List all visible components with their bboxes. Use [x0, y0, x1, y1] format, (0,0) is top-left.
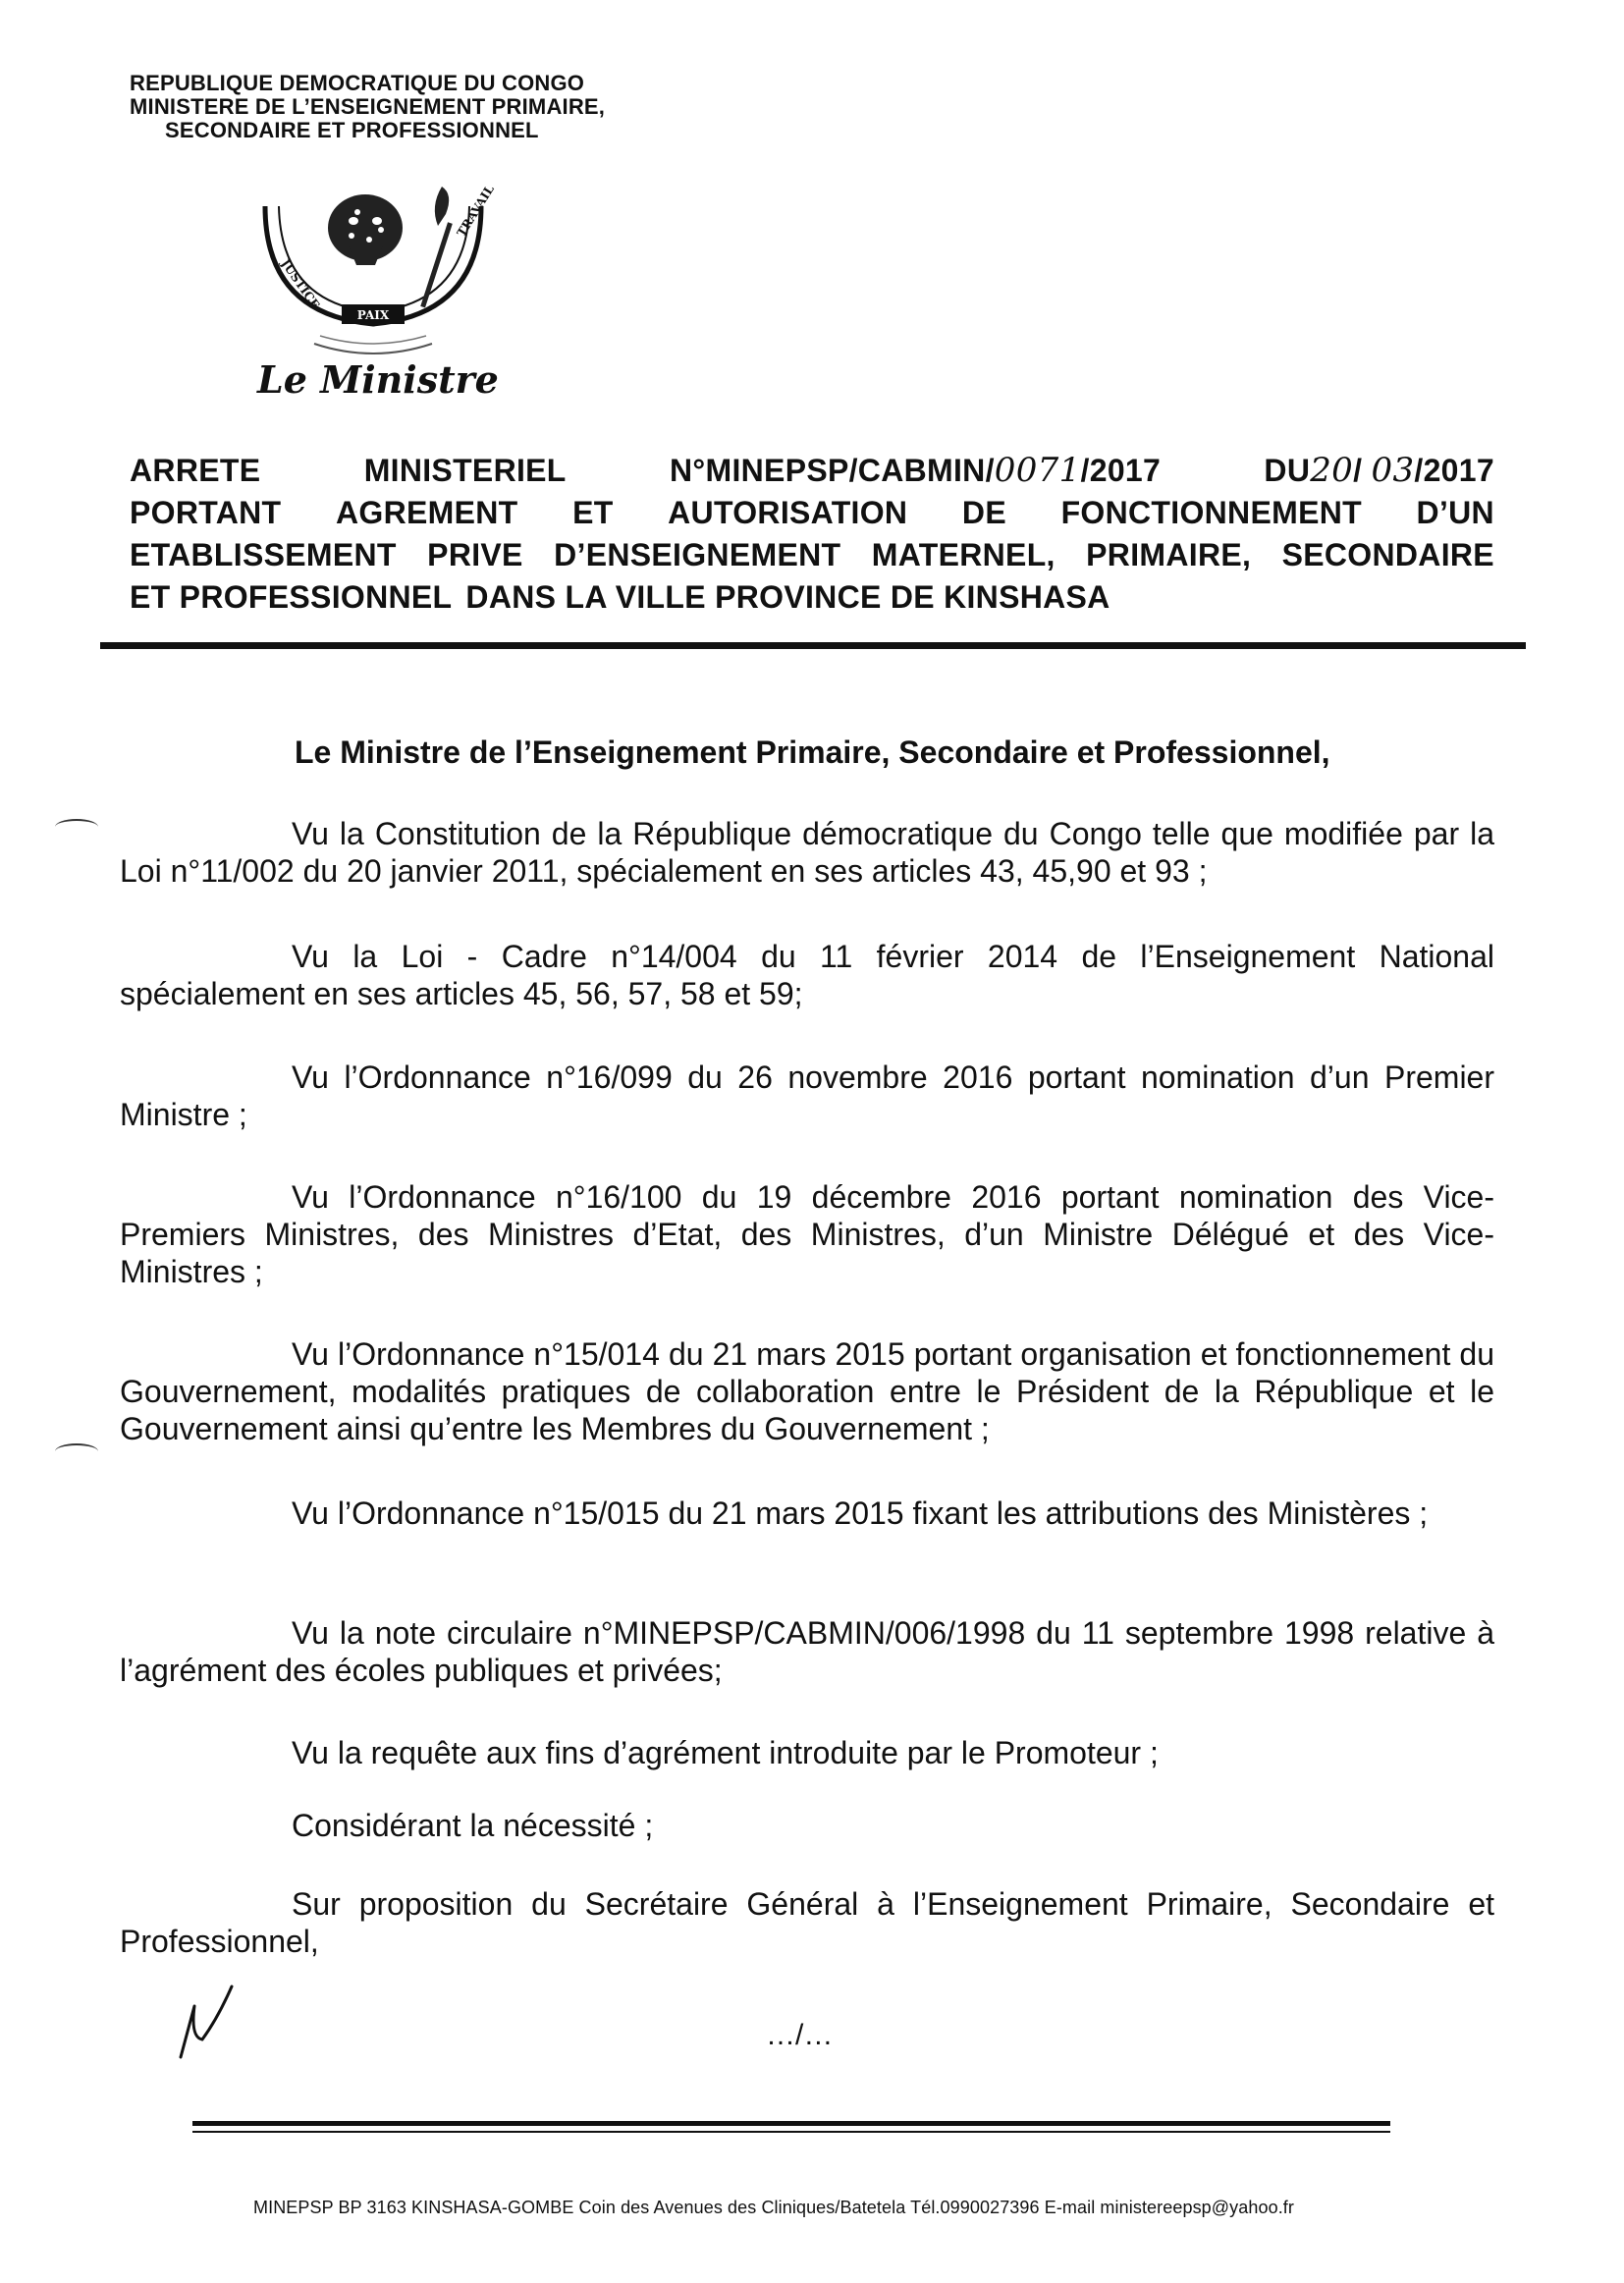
title-word: FONCTIONNEMENT	[1060, 495, 1362, 530]
margin-mark	[55, 819, 98, 835]
considerant-paragraph: Sur proposition du Secrétaire Général à l’Enseignement Primaire, Secondaire et Professionnel,	[120, 1886, 1494, 1959]
title-word: AUTORISATION	[668, 495, 908, 530]
title-word: PORTANT	[130, 495, 282, 530]
continued-marker: …/…	[766, 2019, 834, 2051]
title-word: ET PROFESSIONNEL	[130, 579, 453, 615]
title-word: ETABLISSEMENT	[130, 537, 397, 572]
considerant-paragraph: Vu la requête aux fins d’agrément introduite par le Promoteur ;	[292, 1735, 1159, 1770]
considerant-paragraph: Vu la Loi - Cadre n°14/004 du 11 février 2014 de l’Enseignement National spécialement en ses articles 45, 56, 57, 58 et 59;	[120, 939, 1494, 1011]
title-word: ARRETE	[130, 453, 261, 488]
intro-heading: Le Ministre de l’Enseignement Primaire, Secondaire et Professionnel,	[295, 734, 1330, 770]
handwritten-number: 0071	[994, 451, 1081, 490]
title-word: MINISTERIEL	[363, 453, 567, 488]
considerant-paragraph: Vu l’Ordonnance n°16/099 du 26 novembre 2016 portant nomination d’un Premier Ministre ;	[120, 1060, 1494, 1132]
considerant-paragraph: Vu l’Ordonnance n°15/014 du 21 mars 2015 portant organisation et fonctionnement du Gouvernement, modalités pratiques de collaboration entre le Président de la République et le Gouvernement ainsi qu’entre les Membres du Gouvernement ;	[120, 1336, 1494, 1446]
emblem-right-word: TRAVAIL	[454, 183, 497, 240]
emblem-center-word: PAIX	[356, 308, 390, 322]
title-word: AGREMENT	[335, 495, 518, 530]
considerant-paragraph: Vu l’Ordonnance n°16/100 du 19 décembre 2016 portant nomination des Vice-Premiers Ministres, des Ministres d’Etat, des Ministres, d’un Ministre Délégué et des Vice-Ministres ;	[120, 1179, 1494, 1289]
title-word: PRIMAIRE,	[1086, 537, 1252, 572]
title-row-4	[130, 576, 1494, 619]
title-word: D’ENSEIGNEMENT	[554, 537, 841, 572]
title-word: SECONDAIRE	[1281, 537, 1494, 572]
letterhead-line-3: SECONDAIRE ET PROFESSIONNEL	[165, 118, 539, 142]
letterhead-line-1: REPUBLIQUE DEMOCRATIQUE DU CONGO	[130, 71, 585, 95]
considerant-paragraph: Considérant la nécessité ;	[292, 1808, 654, 1843]
initials-signature-icon	[173, 1979, 251, 2067]
margin-mark	[55, 1443, 98, 1459]
letterhead	[130, 72, 605, 142]
letterhead-line-2: MINISTERE DE L’ENSEIGNEMENT PRIMAIRE,	[130, 94, 606, 119]
handwritten-month: 03	[1371, 451, 1415, 490]
footer-divider-top	[192, 2121, 1390, 2126]
title-word: MATERNEL,	[871, 537, 1056, 572]
title-word: ET	[572, 495, 614, 530]
title-row-2	[130, 492, 1494, 534]
footer-address: MINEPSP BP 3163 KINSHASA-GOMBE Coin des Avenues des Cliniques/Batetela Tél.0990027396 E-mail ministereepsp@yahoo.fr	[253, 2198, 1294, 2217]
title-word: D’UN	[1416, 495, 1494, 530]
considerant-paragraph: Vu l’Ordonnance n°15/015 du 21 mars 2015 fixant les attributions des Ministères ;	[292, 1495, 1429, 1531]
emblem-left-word: JUSTICE	[278, 256, 323, 312]
decree-title	[130, 450, 1494, 619]
decree-date: DU20/ 03/2017	[1264, 451, 1494, 490]
decree-number: N°MINEPSP/CABMIN/0071/2017	[669, 451, 1162, 490]
considerant-paragraph: Vu la note circulaire n°MINEPSP/CABMIN/006/1998 du 11 septembre 1998 relative à l’agrément des écoles publiques et privées;	[120, 1615, 1494, 1688]
coat-of-arms-icon	[245, 167, 501, 373]
title-row-3	[130, 534, 1494, 576]
footer-divider-bottom	[192, 2131, 1390, 2133]
considerant-paragraph: Vu la Constitution de la République démocratique du Congo telle que modifiée par la Loi n°11/002 du 20 janvier 2011, spécialement en ses articles 43, 45,90 et 93 ;	[120, 816, 1494, 889]
handwritten-day: 20	[1310, 451, 1354, 490]
title-word: PRIVE	[427, 537, 523, 572]
title-word: DE	[961, 495, 1006, 530]
title-row-1	[130, 450, 1494, 492]
minister-label: Le Ministre	[257, 357, 499, 402]
title-word: DANS LA VILLE PROVINCE DE KINSHASA	[465, 579, 1110, 615]
title-divider	[100, 642, 1526, 649]
